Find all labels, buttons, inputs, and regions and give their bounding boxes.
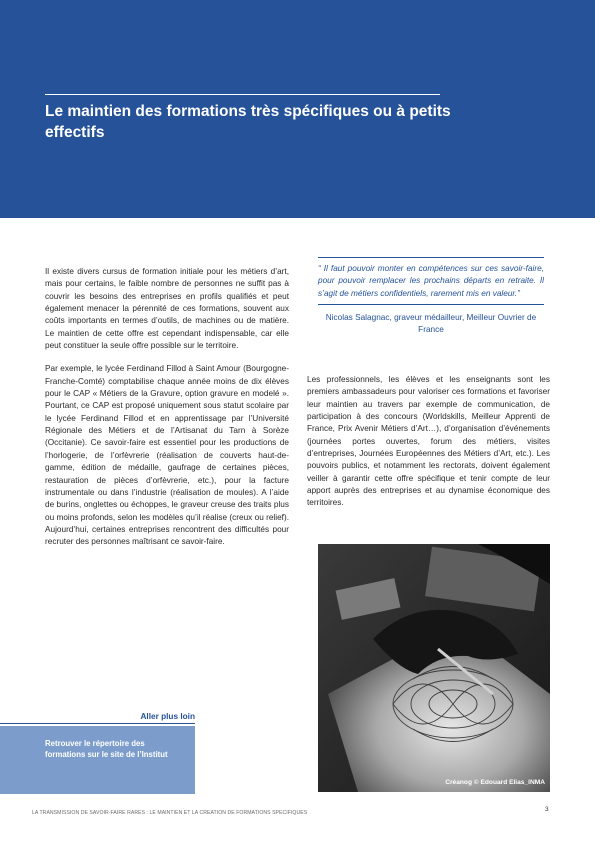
quote-text: “ Il faut pouvoir monter en compétences sur ces savoir-faire, pour pouvoir remplacer les prochains départs en retraite. Il s’agit de métiers confidentiels, rarement mis en valeur.” (318, 264, 544, 298)
body-paragraph: Les professionnels, les élèves et les enseignants sont les premiers ambassadeurs pour valoriser ces formations et favoriser leur maintien au travers par exemple de communication, de participation à des concours (Worldskills, Meilleur Apprenti de France, Prix Avenir Métiers d’Art…), d’organisation d’événements (journées portes ouvertes, forum des métiers, visites d’entreprises, Journées Européennes des Métiers d’Art, etc.). Les pouvoirs publics, et notamment les rectorats, doivent également veiller à garantir cette offre spécifique et tenir compte de leur apport auprès des entreprises et au dynamise économique des territoires. (307, 375, 550, 508)
engraving-photo-illustration (318, 544, 550, 792)
photo-credit: Créanog © Edouard Elias_INMA (445, 779, 545, 786)
header-band (0, 0, 595, 218)
quote-author: Nicolas Salagnac, graveur médailleur, Meilleur Ouvrier de France (325, 313, 537, 335)
quote-bottom-rule (318, 304, 544, 305)
left-column (45, 266, 289, 560)
further-reading-box (0, 726, 195, 794)
body-paragraph: Par exemple, le lycée Ferdinand Fillod à Saint Amour (Bourgogne-Franche-Comté) comptabilise chaque année moins de dix élèves pour le CAP « Métiers de la Gravure, option gravure en modelé ». Pourtant, ce CAP est proposé uniquement sous statut scolaire par le lycée Ferdinand Fillod et en apprentissage par l’Université Régionale des Métiers et de l’Artisanat du Tarn à Sorèze (Occitanie). Ce savoir-faire est essentiel pour les productions de l’horlogerie, de l’orfèvrerie (réalisation de couverts haut-de-gamme, édition de médaille, gaufrage de certaines pièces, restauration de pièces d’orfèvrerie, etc.), pour la facture instrumentale ou dans l’industrie (réalisation de moules). A l’aide de burins, onglettes ou échoppes, le graveur creuse des traits plus ou moins profonds, selon les modèles qu’il réalise (creux ou relief). Aujourd’hui, certaines entreprises rencontrent des difficultés pour recruter des personnes maîtrisant ce savoir-faire. (45, 364, 289, 547)
running-footer: LA TRANSMISSION DE SAVOIR-FAIRE RARES : LE MAINTIEN ET LA CREATION DE FORMATIONS SPECIFIQUES (32, 810, 308, 816)
body-paragraph: Il existe divers cursus de formation initiale pour les métiers d’art, mais pour certains, le faible nombre de personnes ne suffit pas à couvrir les besoins des entreprises en profils qualifiés et peut également menacer la pérennité de ces formations, souvent aux coûts importants en termes d’outils, de machines ou de matière. Le maintien de cette offre est cependant indispensable, car elle peut constituer la seule offre possible sur le territoire. (45, 267, 289, 351)
further-reading-rule (0, 723, 195, 724)
engraving-photo (318, 544, 550, 792)
right-column (307, 374, 550, 510)
page-number: 3 (545, 806, 549, 813)
further-reading-heading: Aller plus loin (140, 712, 195, 721)
pull-quote (318, 257, 544, 336)
header-divider (45, 94, 440, 95)
quote-top-rule (318, 257, 544, 258)
directory-link[interactable]: Retrouver le répertoire des formations sur le site de l’Institut (45, 739, 168, 760)
page-title: Le maintien des formations très spécifiques ou à petits effectifs (45, 103, 451, 141)
